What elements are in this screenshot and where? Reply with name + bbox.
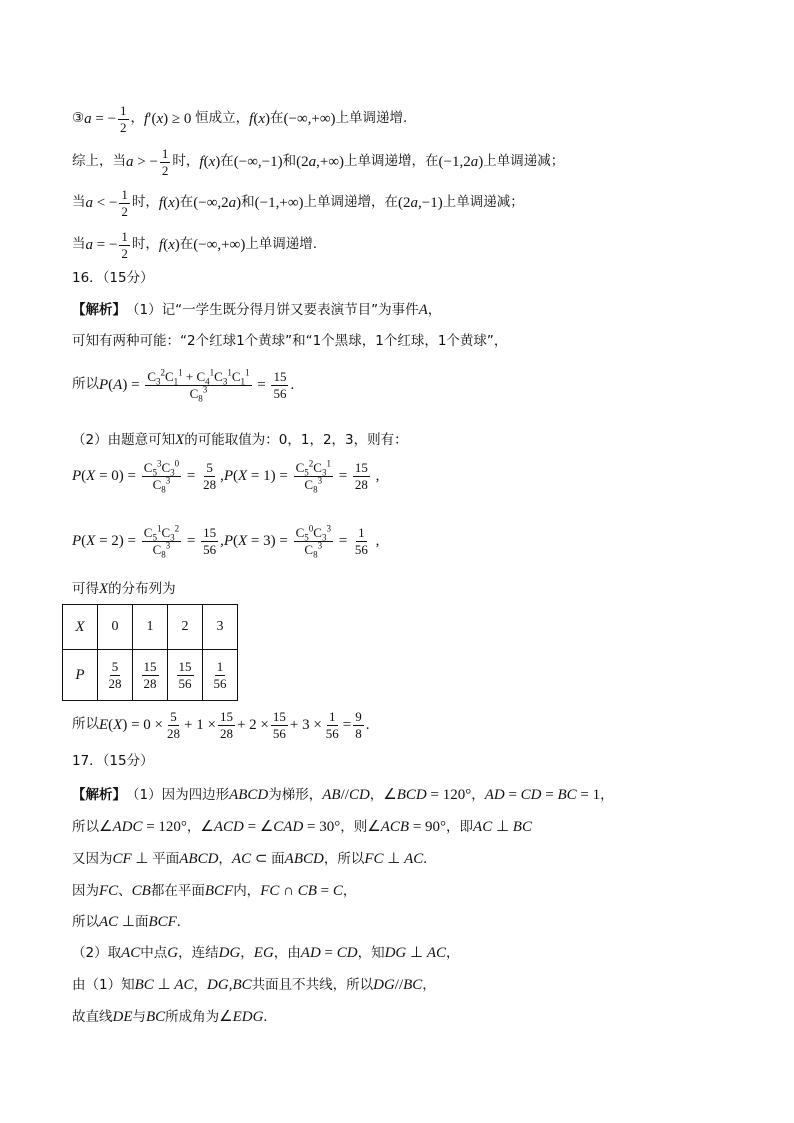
cell-text: 3 bbox=[216, 619, 224, 634]
frac-den: 28 bbox=[108, 675, 122, 691]
circled-number: ③ bbox=[72, 110, 85, 127]
text: 和 bbox=[282, 153, 297, 170]
table-cell bbox=[133, 605, 168, 650]
text: 恒成立， bbox=[195, 110, 250, 127]
text: 所以 bbox=[72, 818, 99, 835]
text: 所以 bbox=[72, 716, 99, 733]
text: 在 bbox=[220, 153, 234, 170]
table-cell bbox=[133, 650, 168, 701]
cell-text: 0 bbox=[111, 619, 119, 634]
summary-line-1: 综上，当 a > − $\frac{1}{2}$ 时， f ( x ) 在 (−∞,−1) 和 (2 a ,+∞) 上单调递增，在 (−1,2 a ) 上单调递减； bbox=[72, 146, 565, 178]
cell-text: X bbox=[75, 618, 85, 635]
text: 、 bbox=[118, 882, 132, 899]
heading-text: 16．（15分） bbox=[72, 270, 154, 286]
table-cell bbox=[98, 650, 133, 701]
text: （2）由题意可知 bbox=[72, 431, 176, 448]
text: 所以 bbox=[72, 913, 99, 930]
cell-text: 1 bbox=[146, 619, 154, 634]
cell-text: P bbox=[75, 666, 85, 683]
q17-line-4: 因为 FC 、 CB 都在平面 BCF 内， FC ∩ CB = C ， bbox=[72, 882, 357, 899]
table-cell bbox=[168, 650, 203, 701]
text: 中点 bbox=[140, 944, 168, 961]
text: 平面 bbox=[152, 850, 180, 867]
text: 共面且不共线，所以 bbox=[251, 976, 374, 993]
text: 时， bbox=[131, 194, 159, 211]
q17-line-1: 【解析】 （1）因为四边形 ABCD 为梯形， AB // CD ， ∠ BCD = 120° ， AD = CD = BC = 1 ， bbox=[72, 786, 614, 803]
q16-prob-x2-x3: P ( X = 2) = $\frac{C_5^1C_3^2}{C_8^3}$ = $\frac{15}{56}$ , P ( X = 3) = $\frac{C_5^0C_3^3}{C_8^3}$ = $\frac{1}{56}$ , bbox=[72, 523, 380, 560]
table-cell bbox=[203, 605, 238, 650]
text: 上单调递减； bbox=[442, 194, 524, 211]
text: 在 bbox=[179, 236, 194, 253]
text: 因为 bbox=[72, 882, 99, 899]
text: ，则 bbox=[340, 818, 368, 835]
q16-part1-intro bbox=[72, 303, 441, 318]
text: ，即 bbox=[446, 818, 474, 835]
q16-expectation: 所以 E ( X ) = 0 × $\frac{5}{28}$ + 1 × $\frac{15}{28}$ + 2 × $\frac{15}{56}$ + 3 × $\frac{1}{56}$ = $\frac{9}{8}$ . bbox=[72, 709, 370, 741]
q17-line-3: 又因为 CF ⊥ 平面 ABCD ， AC ⊂ 面 ABCD ，所以 FC ⊥ AC . bbox=[72, 850, 428, 867]
text: 时， bbox=[131, 236, 159, 253]
frac-den: 56 bbox=[178, 675, 192, 691]
text: 为梯形， bbox=[268, 786, 323, 803]
text: 可知有两种可能：“2个红球1个黄球”和“1个黑球，1个红球，1个黄球”， bbox=[72, 333, 508, 349]
q16-prob-x0-x1: P ( X = 0) = $\frac{C_5^3C_3^0}{C_8^3}$ = $\frac{5}{28}$ , P ( X = 1) = $\frac{C_5^2C_3^1}{C_8^3}$ = $\frac{15}{28}$ , bbox=[72, 458, 380, 495]
text: （2）取 bbox=[72, 944, 122, 961]
text: ， bbox=[427, 301, 442, 318]
text: 可得 bbox=[72, 580, 99, 597]
text: 的分布列为 bbox=[108, 580, 176, 597]
summary-line-2: 当 a < − $\frac{1}{2}$ 时， f ( x ) 在 (−∞,2 a ) 和 (−1,+∞) 上单调递增，在 (2 a ,−1) 上单调递减； bbox=[72, 187, 524, 219]
table-cell bbox=[203, 650, 238, 701]
text: 上单调递增，在 bbox=[303, 194, 399, 211]
text: 都在平面 bbox=[150, 882, 205, 899]
summary-line-3: 当 a = − $\frac{1}{2}$ 时， f ( x ) 在 (−∞,+∞) 上单调递增. bbox=[72, 229, 318, 261]
table-cell bbox=[63, 650, 98, 701]
frac-num: 15 bbox=[143, 658, 157, 674]
q16-part2-intro bbox=[72, 433, 408, 448]
text: 故直线 bbox=[72, 1008, 113, 1025]
q17-line-2: 所以 ∠ ADC = 120° ， ∠ ACD = ∠ CAD = 30° ，则 ∠ ACB = 90° ，即 AC ⊥ BC bbox=[72, 818, 532, 835]
frac-num: 5 bbox=[111, 658, 119, 674]
text: 上单调递减； bbox=[483, 153, 565, 170]
q17-line-8: 故直线 DE 与 BC 所成角为 ∠ EDG . bbox=[72, 1008, 268, 1025]
text: 又因为 bbox=[72, 850, 113, 867]
math-var: X bbox=[175, 432, 185, 448]
text: ，所以 bbox=[323, 850, 365, 867]
text: 在 bbox=[179, 194, 194, 211]
text: 综上，当 bbox=[72, 153, 126, 170]
text: 所以 bbox=[72, 376, 99, 393]
text: 所成角为 bbox=[165, 1008, 220, 1025]
q17-line-6: （2）取 AC 中点 G ，连结 DG ， EG ，由 AD = CD ，知 DG ⊥ AC ， bbox=[72, 944, 460, 961]
text: （1）记“一学生既分得月饼又要表演节目”为事件 bbox=[126, 301, 419, 318]
frac-den: 28 bbox=[143, 675, 157, 691]
text: ， bbox=[218, 850, 232, 867]
text: 内， bbox=[233, 882, 261, 899]
q16-dist-intro bbox=[72, 582, 176, 597]
text: 与 bbox=[132, 1008, 146, 1025]
math-var: X bbox=[99, 581, 109, 597]
analysis-tag: 【解析】 bbox=[72, 301, 126, 318]
text: 和 bbox=[241, 194, 255, 211]
frac-num: 15 bbox=[178, 658, 192, 674]
text: ， bbox=[130, 110, 145, 127]
q16-prob-A: 所以 P ( A ) = $\frac{C_3^2C_1^1 + C_4^1C_3^1C_1^1}{C_8^3}$ = $\frac{15}{56}$ . bbox=[72, 367, 295, 404]
analysis-tag: 【解析】 bbox=[72, 786, 126, 803]
text: ，连结 bbox=[178, 944, 219, 961]
text: 上单调递增. bbox=[245, 236, 318, 253]
text: 当 bbox=[72, 236, 86, 253]
heading-text: 17．（15分） bbox=[72, 753, 154, 769]
q17-line-5: 所以 AC ⊥ 面 BCF . bbox=[72, 913, 181, 930]
text: 面 bbox=[271, 850, 285, 867]
table-cell bbox=[168, 605, 203, 650]
text: 上单调递增. bbox=[335, 110, 408, 127]
q16-heading bbox=[72, 272, 154, 286]
q17-heading bbox=[72, 755, 154, 769]
table-row bbox=[63, 650, 238, 701]
math-var: A bbox=[418, 302, 428, 318]
text: 面 bbox=[135, 913, 149, 930]
text: ，知 bbox=[357, 944, 385, 961]
text: 时， bbox=[172, 153, 200, 170]
text: 当 bbox=[72, 194, 86, 211]
cell-text: 2 bbox=[181, 619, 189, 634]
q16-possibilities bbox=[72, 335, 507, 349]
frac-num: 1 bbox=[216, 658, 224, 674]
text: 上单调递增，在 bbox=[344, 153, 439, 170]
table-header-row bbox=[63, 605, 238, 650]
text: （1）因为四边形 bbox=[126, 786, 230, 803]
q17-line-7: 由（1）知 BC ⊥ AC ， DG , BC 共面且不共线，所以 DG // BC ， bbox=[72, 976, 436, 993]
case3-line: ③ a = − $\frac{1}{2}$ ， f ′( x ) ≥ 0 恒成立， f ( x ) 在 (−∞,+∞) 上单调递增. bbox=[72, 103, 408, 135]
text: ，由 bbox=[273, 944, 301, 961]
table-cell bbox=[63, 605, 98, 650]
table-cell bbox=[98, 605, 133, 650]
distribution-table bbox=[62, 604, 238, 701]
text: 的可能取值为：0，1，2，3，则有： bbox=[184, 431, 408, 448]
text: 由（1）知 bbox=[72, 976, 135, 993]
frac-den: 56 bbox=[213, 675, 227, 691]
